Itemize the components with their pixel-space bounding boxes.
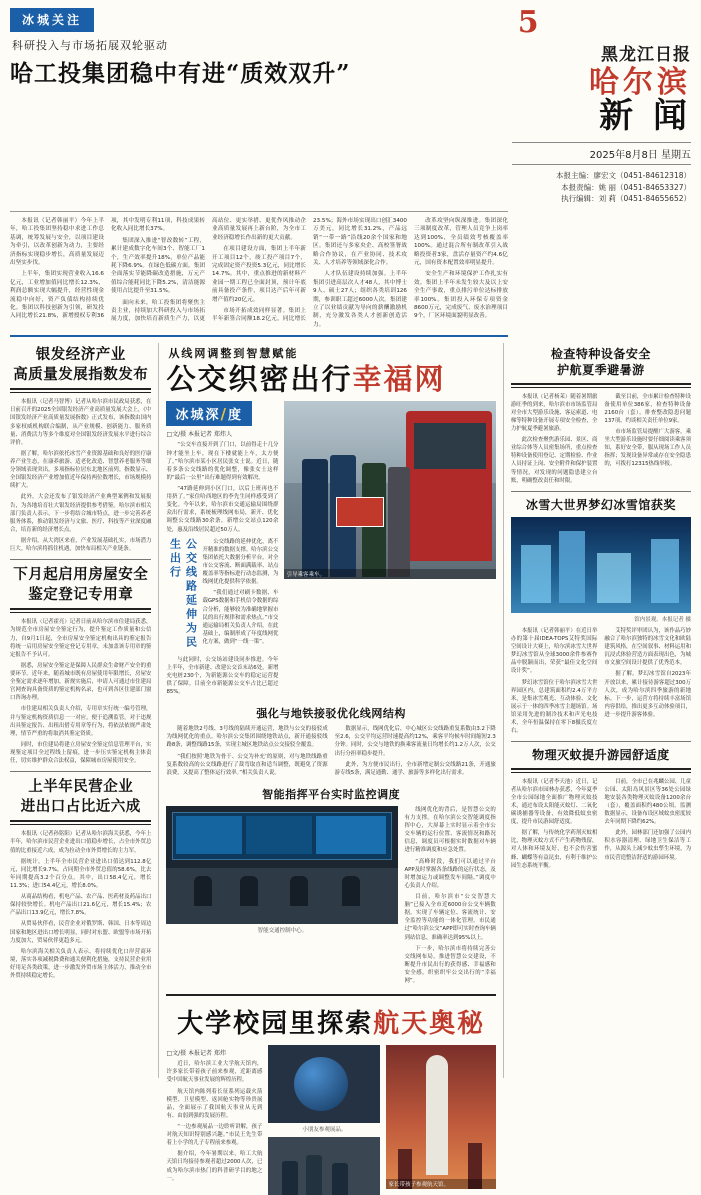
article-body [10,398,151,553]
feature-kicker: 从线网调整到智慧赋能 [168,347,299,361]
paragraph: 公交线路的延伸优化，离不开精准的数据支撑。哈尔滨公交集团依托大数据分析平台，对全市公交客流、断面满载率、站点覆盖率等指标进行动态监测，为线网优化提供科学依据。 [202,538,279,586]
article-body [511,393,691,485]
headline-line: 高质量发展指数发布 [13,365,149,383]
paragraph: 据了解，梦幻冰雪馆自2023年开放以来，累计接待游客超过300万人次，成为哈尔滨四季旅游的新地标。下一步，运营方将持续丰富场馆内容供给，推出更多互动体验项目，进一步提升游客体验。 [604,671,691,718]
paragraph: 据统计，上半年全市民营企业进出口值达到112.8亿元，同比增长9.7%，占同期全市外贸总值的58.6%，比去年同期提高3.2个百分点。其中，出口58.4亿元，增长11.3%；进口54.4亿元，增长8.0%。 [10,858,152,889]
headline-line: 检查特种设备安全 [550,347,651,362]
photo-caption: 引导乘客乘车。 [284,569,495,579]
masthead-left [10,8,506,92]
paragraph: 上半年，集团实现营业收入16.6亿元，工业增加值同比增长12.3%，利润总额实现大幅提升，经营性现金流稳中向好，资产负债结构持续优化。集团以科技创新为引领，研发投入同比增长21.8%，新增授权专利36项，其中发明专利11项，科技成果转化收入同比增长37%。 [10,218,205,320]
paragraph: “我们通过对刷卡数据、车载GPS数据和手机信令数据的综合分析，能够较为准确地掌握市民的出行规律和需求热点。”市交通运输局相关负责人介绍，在此基础上，编制形成了年度线网优化方案，做到“一线一策”。 [202,590,279,645]
city-title: 哈尔滨 [589,65,691,100]
paragraph: “47路延伸到小区门口，以后上班再也不用挤了。”家住哈西地区的李先生同样感受到了变化。今年以来，哈尔滨市交通运输局围绕群众出行需求，系统梳理线网布局，新开、优化调整公交线路30余条，新增公交站点120余处，惠及沿线居民超过50万人。 [166,486,279,533]
headline [511,747,691,763]
headline [10,345,151,384]
left-article-2 [10,565,151,765]
headline-line: 冰雪大世界梦幻冰雪馆获奖 [525,497,676,512]
control-center-photo [166,806,398,924]
headline-line: 鉴定登记专用章 [28,585,134,603]
feature-headline-accent: 幸福网 [352,362,446,397]
paragraph: 同时，市住建局将建立房屋安全鉴定信息管理平台，实现鉴定项目全过程线上留痕，进一步压实鉴定机构主体责任，切实维护群众合法权益，保障城市房屋使用安全。 [10,741,152,765]
article-body [10,618,151,765]
headline-line: 上半年民营企业 [28,778,134,796]
divider [10,771,151,772]
paragraph: 下一步，哈尔滨市将持续完善公交线网布局，推进智慧公交建设，不断提升市民出行的获得感、幸福感和安全感，织密织牢公交出行的“幸福网”。 [404,945,496,985]
rocket-model-photo [386,1045,495,1189]
feature-left-block [166,401,284,699]
right-column [504,343,691,1078]
left-column [10,343,159,1078]
paragraph: 面向未来，哈工投集团将聚焦主责主业，持续加大科研投入与市场拓展力度，加快培育新质生产力，以更高站位、更实举措、更优作风推动企业高质量发展再上新台阶，为全市工业经济稳增长作出新的更大贡献。 [111,218,306,323]
paragraph: 本报讯（记者孙铭阳）记者从哈尔滨海关获悉，今年上半年，哈尔滨市民营企业进出口值稳步增长，占全市外贸总值的比重接近六成，成为拉动全市外贸增长的主力军。 [10,831,152,854]
paper-logo: 黑龙江日报 [601,45,691,65]
headline-line: 物理灭蚊提升游园舒适度 [532,748,670,763]
control-center-photo-wrap [166,806,404,938]
divider [10,608,151,613]
paragraph: 截至目前，全市累计检查特种设备使用单位386家，检查特种设备2160台（套），排查整改隐患问题137项，约谈相关责任单位9家。 [604,393,691,424]
bf-photo-1-wrap [268,1045,386,1195]
paragraph: 从贸易伙伴看，民营企业对俄罗斯、韩国、日本等周边国家和地区进出口增长明显，同时对东盟、欧盟等市场开拓力度加大，贸易伙伴更趋多元。 [10,921,152,944]
headline-line: 银发经济产业 [35,346,126,364]
paragraph: 据了解，哈尔滨依托冰雪产业资源基础和良好的医疗康养产业生态，在康养旅游、适老化改造、智慧养老服务等细分领域表现突出，多项指标位居东北地区前列。指数显示，全国银发经济产业增加值近年保持两位数增长，市场规模持续扩大。 [10,450,152,490]
bus-inspection-photo [284,401,495,579]
contact-line: 执行编辑：刘 莉（0451-84655652） [561,194,691,204]
divider [511,768,691,773]
bf-headline-accent: 航天奥秘 [373,1009,486,1040]
paragraph: 据悉，房屋安全鉴定是保障人民群众生命财产安全的重要环节。近年来，随着城市既有房屋使用年限增长，房屋安全鉴定需求逐年增加。新规实施后，申请人可通过市住建局官网查询具备资质的鉴定机构名录，也可到各区住建部门窗口咨询办理。 [10,662,152,702]
middle-column [159,343,503,1189]
lead-headline: 哈工投集团稳中有进“质效双升” [10,60,351,87]
feature-body-3 [166,656,278,697]
main-grid [10,343,691,1189]
paragraph: 在项目建设方面，集团上半年新开工项目12个，竣工投产项目7个，完成固定资产投资5.3亿元，同比增长14.7%。其中，重点推进的新材料产业园一期工程已全面封顶，预计年底前具备投产条件，项目达产后年可新增产值约20亿元。 [212,246,306,303]
paragraph: “一边参观展品一边聆听讲解，孩子对航天知识特别感兴趣。”市民王先生带着上小学的儿子专程前来参观。 [166,1123,263,1147]
paragraph: 安全生产和环境保护工作扎实有效。集团上半年未发生较大及以上安全生产事故，重点排污单位达标排放率100%。集团投入环保专项资金8600万元，完成废气、废水治理项目9个，厂区环境面貌明显改善。 [414,271,508,320]
paragraph: 此外，大会还发布了银发经济产业典型案例和发展报告，为各地培育壮大银发经济提供参考借鉴。哈尔滨市相关部门负责人表示，下一步将结合城市特点，进一步完善养老服务体系，推动银发经济与文旅、医疗、科技等产业深度融合，培育新的经济增长点。 [10,494,152,533]
paragraph: 本报讯（记者韩丽平）今年上半年，哈工投集团坚持稳中求进工作总基调，统筹发展与安全，以项目建设为牵引，以改革创新为动力，主要经济指标实现稳步增长，高质量发展迈出坚实步伐。 [10,218,104,267]
paragraph: 本报讯（记者霍亮）记者日前从哈尔滨市住建局获悉，为规范全市房屋安全鉴定行为，提升鉴定工作质量和公信力，自9月1日起，全市房屋安全鉴定机构出具的鉴定报告将统一启用房屋安全鉴定登记专用章，未加盖该专用章的鉴定报告不予认可。 [10,619,152,658]
column-badge-slash: / [220,405,228,424]
paragraph: 此外，园林部门还加强了公园内积水容器清理、绿地卫生保洁等工作，从源头上减少蚊虫孳生环境，为市民营造整洁舒适的游园环境。 [604,830,691,861]
paragraph: 市住建局相关负责人介绍，专用章实行统一编号管理，并与鉴定机构资质信息一一对应，便于追溯监管。对于违规出具鉴定报告、出租出借专用章等行为，将依法依规严肃处理，情节严重的将取消其鉴定资质。 [10,706,152,737]
paragraph: 数据显示，线网优化后，中心城区公交线路重复系数由3.2下降至2.6，公交平均运营时速提高约12%，乘客平均候车时间缩短2.3分钟。同时，公交与地铁的换乘客流量日均增长约1.2万人次，公交出行分担率稳步提升。 [334,726,496,757]
paragraph: “公交车直接开到了门口，以前得走十几分钟才能坐上车，现在下楼就能上车，太方便了。”哈尔滨市某小区居民张女士说。近日，随着多条公交线路的优化调整，像张女士这样的“最后一公里”出行难题得到有效解决。 [166,442,279,481]
paragraph: 线网优化的背后，是智慧公交的有力支撑。在哈尔滨公交智能调度指挥中心，大屏幕上实时显示着全市公交车辆的运行位置、客流情况和路况信息，调度员可根据实时数据对车辆进行精准调度和应急处置。 [404,806,496,854]
vertical-label: 公交线路延伸为民生出行 [168,537,198,650]
top-article-body [10,217,508,329]
column-badge-tail: 度 [227,408,243,424]
section-3-headline: 智能指挥平台实时监控调度 [262,787,401,801]
paragraph: “高峰时段，我们可以通过平台APP及时掌握各条线路的运行状态，及时增加运力或调整发车间隔。”调度中心负责人介绍。 [404,858,496,889]
masthead [10,5,691,205]
paragraph: 哈尔滨海关相关负责人表示，将持续优化口岸营商环境，落实各项减税降费和通关便利化措施，支持民营企业用好用足各类政策，进一步激发外贸市场主体活力，推动全市外贸持续稳定增长。 [10,948,152,980]
news-title: 新 闻 [599,95,691,136]
divider [10,820,151,825]
paragraph: 据介绍，从大湾区来看，产业发展基础扎实，市场潜力巨大。哈尔滨将抓住机遇，加快布局相关产业链条。 [10,538,152,553]
article-body [511,627,691,735]
paragraph: 据了解，与传统化学药剂灭蚊相比，物理灭蚊方式不产生药物残留，对人体和环境友好，也不会伤害蜜蜂、蝴蝶等有益昆虫，有利于维护公园生态系统平衡。 [510,830,598,869]
paragraph: 航天馆内陈列着长征系列运载火箭模型、卫星模型、返回舱实物等珍贵展品，全面展示了我国航天事业从无到有、由弱到强的发展历程。 [166,1088,263,1119]
section-3-body [404,806,495,988]
bottom-feature-headline [166,1003,495,1040]
dateline: 2025年8月8日 星期五 [512,142,691,165]
column-badge [166,401,252,426]
paragraph: 近日，哈尔滨工业大学航天馆内，许多家长带着孩子前来参观，近距离感受中国航天事业发展的辉煌历程。 [166,1061,263,1084]
headline [10,565,151,604]
headline-line: 下月起启用房屋安全 [13,566,149,584]
ice-museum-photo [511,517,691,613]
feature-body-2 [198,538,278,656]
section-2-body [166,725,495,780]
paragraph: 人才队伍建设持续加强。上半年集团引进高层次人才48人，其中博士9人、硕士27人；组织各类培训126期，参训职工超过6000人次。集团建立了以业绩贡献为导向的薪酬激励机制，充分激发各类人才创新创造活力。 [313,271,407,328]
feature-headline [166,363,495,396]
space-museum-visitors-photo [268,1137,380,1195]
paragraph: 梦幻冰雪馆位于哈尔滨冰雪大世界园区内，总建筑面积约2.4万平方米，是集冰雪观光、互动体验、文化展示于一体的四季冰雪主题场馆。场馆采用先进的制冷技术和声光电技术，全年恒温保持在零下8摄氏度左右。 [510,679,598,735]
column-badge-text: 冰城深 [175,408,221,424]
paragraph: 改革攻坚向纵深推进。集团深化三项制度改革，管理人员竞争上岗率达到100%，全员绩效考核覆盖率100%。通过混合所有制改革引入战略投资者3家，盘活存量资产约4.6亿元，国有资本配置效率明显提升。 [414,218,508,267]
right-article-2 [511,497,691,736]
photo-caption: 家长带孩子参观航天馆。 [386,1179,495,1189]
headline-line: 进出口占比近六成 [20,797,141,815]
section-kicker: 冰城关注 [10,8,94,32]
paragraph: 此外，为方便市民出行，全市新增定制公交线路21条，开通旅游专线5条，满足通勤、通学、旅游等多样化出行需求。 [334,761,496,776]
bottom-feature [166,994,495,1195]
feature-photo-wrap [284,401,495,579]
paragraph: 与此同时，公交场站建设同步推进。今年上半年，全市新建、改建公交首末站6处，新增充电桩230个，为新能源公交车的稳定运营提供了保障。目前全市新能源公交车占比已超过85%。 [166,656,279,696]
space-museum-globe-photo [268,1045,380,1123]
article-body [511,778,691,870]
headline [511,497,691,513]
paragraph: 目前，全市已在兆麟公园、儿童公园、太阳岛风景区等36处公园绿地安装各类物理灭蚊设备1200余台（套），覆盖面积约480公顷。监测数据显示，设备布设区域蚊虫密度较去年同期下降约62%。 [604,778,691,826]
contacts-block [512,170,691,205]
top-article [10,211,508,337]
paragraph: 本报讯（记者杨茉）随着暑期旅游旺季的到来，哈尔滨市市场监管局对全市大型游乐设施、客运索道、电梯等特种设备开展专项安全检查，全力护航夏季避暑旅游。 [510,393,598,432]
bf-text-block [166,1045,268,1186]
paragraph: 此次检查聚焦游乐园、景区、商业综合体等人员密集场所，重点检查特种设备使用登记、定期检验、作业人员持证上岗、安全附件和保护装置等情况，对发现的问题隐患建立台账，明确整改责任和时限。 [510,437,598,484]
paragraph: 集团深入推进“智改数转”工程，累计建成数字化车间3个、智能工厂1个，生产效率提升18%，单位产品能耗下降6.9%。在绿色低碳方面，集团全面落实节能降碳改造措施，万元产值综合能耗同比下降5.2%，清洁能源使用占比提升至31.5%。 [111,237,205,295]
section-2-headline: 强化与地铁接驳优化线网结构 [256,707,406,721]
photo-caption: 智能交通控制中心。 [257,927,308,934]
right-article-3 [511,747,691,869]
paragraph: “我们按照‘地铁为骨干、公交为补充’的原则，对与地铁线路重复系数较高的公交线路进行了裁弯取直和适当调整，既避免了资源浪费，又提高了整体运行效率。”相关负责人说。 [166,753,328,776]
bf-body [166,1060,262,1183]
divider [511,741,691,742]
left-article-1 [10,345,151,553]
right-article-1 [511,346,691,485]
divider [511,383,691,388]
headline [511,346,691,378]
lead-sub-kicker: 科研投入与市场拓展双轮驱动 [12,39,168,52]
masthead-right [512,5,691,205]
paragraph: 本报讯（记者马智博）记者从哈尔滨市民政局获悉，在日前召开的2025全国银发经济产业高质量发展大会上，《中国银发经济产业高质量发展指数》正式发布，该指数由国内多家权威机构联合编制，从产业规模、创新能力、服务质量、消费活力等多个维度对全国银发经济发展水平进行综合评价。 [10,399,152,446]
paragraph: 本报讯（记者韩丽平）在近日举办的第十届IDEA-TOPS艾特奖国际空间设计大赛上，哈尔滨冰雪大世界梦幻冰雪馆从全球3000余件参赛作品中脱颖而出，荣获“最佳文化空间设计奖”。 [510,627,598,675]
left-article-3 [10,777,151,980]
bf-photo-2-wrap [386,1045,495,1189]
paragraph: 艾特奖评审团认为，该作品巧妙融合了哈尔滨独特的冰雪文化和欧陆建筑风格，在空间叙事、材料运用和沉浸式体验营造方面表现出色，为城市文旅空间设计提供了优秀范本。 [604,627,691,667]
divider [10,388,151,393]
photo-caption: 馆内景观。本报记者 摄 [634,616,691,623]
divider [10,559,151,560]
divider [511,491,691,492]
feature-headline-prefix: 公交织密出行 [166,362,353,397]
feature-body [166,441,278,533]
bf-headline-prefix: 大学校园里探索 [177,1009,374,1040]
photo-caption: 小朋友参观展品。 [302,1127,347,1134]
paragraph: 市场开拓成效同样显著。集团上半年新签合同额18.2亿元，同比增长23.5%；海外市场实现出口创汇3400万美元，同比增长31.2%，产品远销“一带一路”沿线20余个国家和地区。集团还与多家央企、高校签署战略合作协议，在产业协同、技术攻关、人才培养等领域深化合作。 [212,218,407,323]
byline: □文/摄 本报记者 郑炜 [166,1050,226,1058]
article-body [10,830,151,980]
headline-line: 护航夏季避暑游 [557,363,645,378]
headline [10,777,151,816]
paragraph: 市市场监管局提醒广大游客，乘坐大型游乐设施时要仔细阅读乘客须知，系好安全带，服从现场工作人员指挥；发现设备异常或存在安全隐患的，可拨打12315热线举报。 [604,428,691,468]
page-number: 5 [517,5,539,40]
paragraph: 本报讯（记者李天池）近日，记者从哈尔滨市园林办获悉，今年夏季全市公园绿地全面推广物理灭蚊技术，通过布设太阳能灭蚊灯、二氧化碳诱捕器等设备，有效降低蚊虫密度，提升市民游园舒适度。 [510,778,598,826]
paragraph: 目前，哈尔滨市“公交智慧大脑”已接入全市近6000台公交车辆数据，实现了车辆定位、客流统计、安全监控等功能的一体化管理。市民通过“哈尔滨公交”APP即可实时查询车辆到站信息，准确率达到95%以上。 [404,893,496,941]
paragraph: 据介绍，今年暑期以来，哈工大航天馆日均接待参观者超过2000人次，已成为哈尔滨市热门的科普研学目的地之一。 [166,1151,263,1182]
contact-line: 本报责编：姚 丽（0451-84653327） [561,182,691,192]
paragraph: 从商品结构看，机电产品、农产品、医药材及药品出口保持较快增长。机电产品出口21.6亿元，增长15.4%；农产品出口13.9亿元，增长7.8%。 [10,894,152,917]
byline: □文/摄 本报记者 郑炜人 [166,431,232,439]
contact-line: 本报主编：廖宏文（0451-84612318） [556,171,691,181]
paragraph: 随着地铁2号线、3号线的陆续开通运营，地铁与公交的接驳成为线网优化的重点。哈尔滨公交集团围绕地铁站点，新开通接驳线路8条，调整线路15条，实现主城区地铁站点公交接驳全覆盖。 [166,726,328,749]
